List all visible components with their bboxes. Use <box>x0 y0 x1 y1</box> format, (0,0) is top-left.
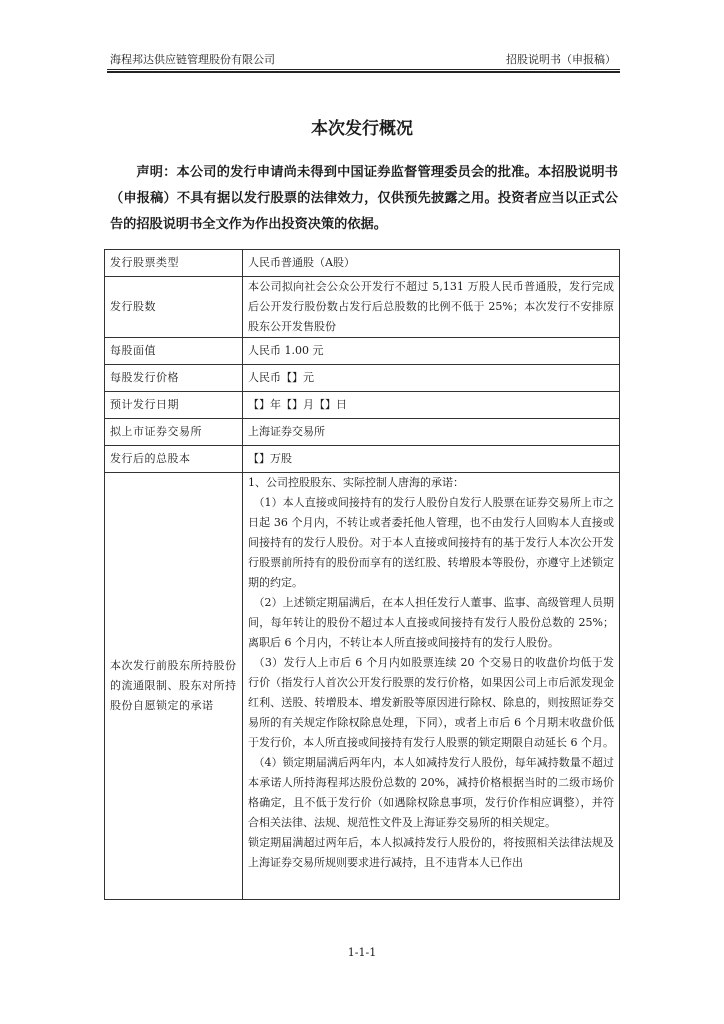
table-row <box>105 392 620 419</box>
row-label: 拟上市证券交易所 <box>105 419 243 446</box>
offering-overview-table <box>104 249 620 900</box>
header-company-name: 海程邦达供应链管理股份有限公司 <box>110 53 275 66</box>
row-label: 发行后的总股本 <box>105 446 243 473</box>
table-row <box>105 446 620 473</box>
header-rule-thick <box>107 71 620 73</box>
table-row <box>105 365 620 392</box>
row-value: 人民币【】元 <box>243 365 620 392</box>
row-label: 预计发行日期 <box>105 392 243 419</box>
page-title: 本次发行概况 <box>311 119 413 139</box>
table-row <box>105 419 620 446</box>
disclaimer-statement: 声明：本公司的发行申请尚未得到中国证券监督管理委员会的批准。本招股说明书（申报稿）不具有据以发行股票的法律效力，仅供预先披露之用。投资者应当以正式公告的招股说明书全文作为作出投资决策的依据。 <box>110 165 618 232</box>
lockup-label: 本次发行前股东所持股份的流通限制、股东对所持股份自愿锁定的承诺 <box>105 473 243 900</box>
lockup-paragraph: （2）上述锁定期届满后，在本人担任发行人董事、监事、高级管理人员期间，每年转让的股份不超过本人直接或间接持有发行人股份总数的 25%；离职后 6 个月内，不转让本人所直接或间接持有的发行人股份。 <box>248 596 614 649</box>
row-label: 每股发行价格 <box>105 365 243 392</box>
header-document-type: 招股说明书（申报稿） <box>506 53 616 66</box>
row-label: 发行股数 <box>105 277 243 338</box>
page-number: 1-1-1 <box>347 946 377 959</box>
table-row <box>105 277 620 338</box>
lockup-paragraph: 锁定期届满超过两年后，本人拟减持发行人股份的，将按照相关法律法规及上海证券交易所规则要求进行减持，且不违背本人已作出 <box>248 836 614 869</box>
lockup-paragraph-heading: 1、公司控股股东、实际控制人唐海的承诺： <box>248 476 464 489</box>
lockup-paragraph: （1）本人直接或间接持有的发行人股份自发行人股票在证券交易所上市之日起 36 个月内，不转让或者委托他人管理，也不由发行人回购本人直接或间接持有的发行人股份。对于本人直接或间接持有的基于发行人本次公开发行股票前所持有的股份而享有的送红股、转增股本等股份，亦遵守上述锁定期的约定。 <box>248 496 614 589</box>
row-value: 人民币 1.00 元 <box>243 338 620 365</box>
row-value: 人民币普通股（A股） <box>243 250 620 277</box>
row-value: 【】万股 <box>243 446 620 473</box>
lockup-paragraph: （3）发行人上市后 6 个月内如股票连续 20 个交易日的收盘价均低于发行价（指发行人首次公开发行股票的发行价格，如果因公司上市后派发现金红利、送股、转增股本、增发新股等原因进行除权、除息的，则按照证券交易所的有关规定作除权除息处理，下同），或者上市后 6 个月期末收盘价低于发行价，本人所直接或间接持有发行人股票的锁定期限自动延长 6 个月。 <box>248 656 614 749</box>
row-value: 本公司拟向社会公众公开发行不超过 5,131 万股人民币普通股，发行完成后公开发行股份数占发行后总股数的比例不低于 25%；本次发行不安排原股东公开发售股份 <box>243 277 620 338</box>
lockup-commitments <box>243 473 620 900</box>
row-value: 上海证券交易所 <box>243 419 620 446</box>
table-row-lockup <box>105 473 620 900</box>
table-row <box>105 338 620 365</box>
row-label: 每股面值 <box>105 338 243 365</box>
table-row <box>105 250 620 277</box>
lockup-paragraph: （4）锁定期届满后两年内，本人如减持发行人股份，每年减持数量不超过本承诺人所持海程邦达股份总数的 20%，减持价格根据当时的二级市场价格确定，且不低于发行价（如遇除权除息事项，发行价作相应调整），并符合相关法律、法规、规范性文件及上海证券交易所的相关规定。 <box>248 756 614 829</box>
header-rule-thin <box>107 69 620 70</box>
row-label: 发行股票类型 <box>105 250 243 277</box>
page-header <box>108 50 618 69</box>
row-value: 【】年【】月【】日 <box>243 392 620 419</box>
